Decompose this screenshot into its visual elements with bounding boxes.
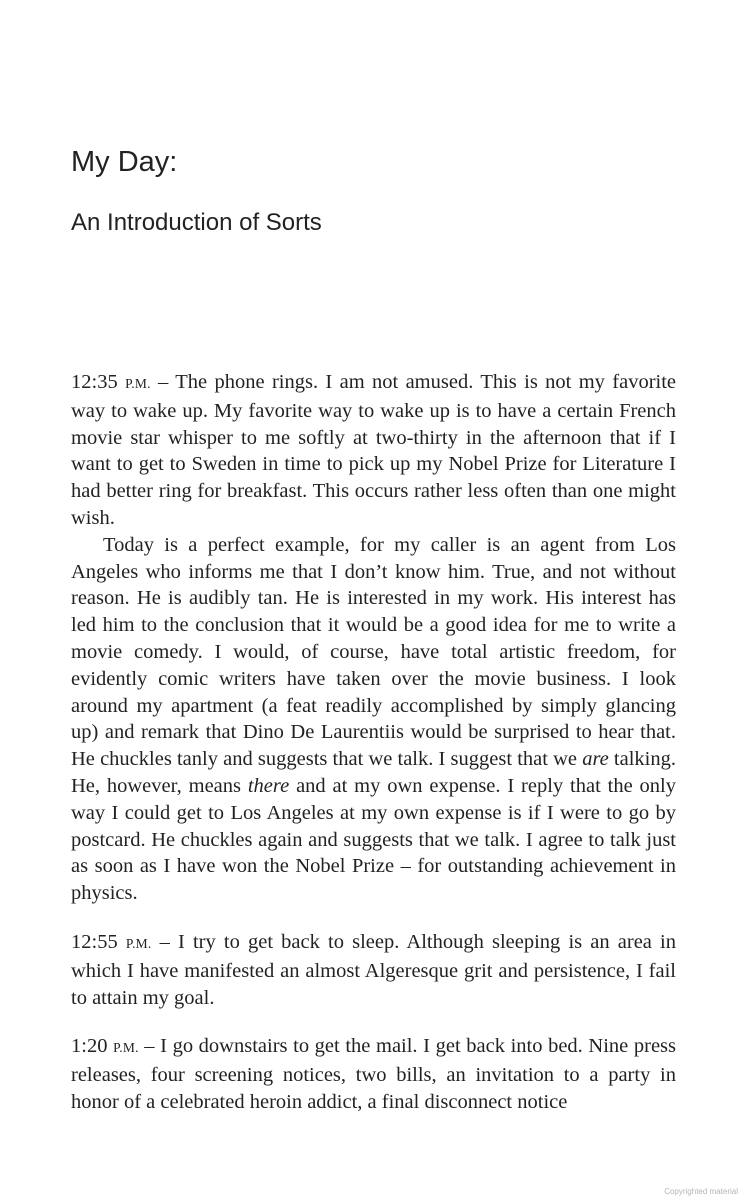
- copyright-watermark: Copyrighted material: [664, 1187, 738, 1196]
- entry-meridiem: P.M.: [125, 376, 151, 391]
- entry-time: 12:55: [71, 930, 118, 953]
- emphasis-text: are: [582, 748, 609, 771]
- diary-entry: [71, 1033, 676, 1115]
- chapter-body: [71, 369, 676, 1116]
- emphasis-text: there: [247, 774, 290, 797]
- entry-text: – I go downstairs to get the mail. I get back into bed. Nine press releases, four screening notices, two bills, an invitation to a party in honor of a celebrated heroin addict, a final disconnect notice: [71, 1035, 677, 1113]
- diary-entry: [71, 369, 676, 532]
- paragraph-text: Today is a perfect example, for my caller is an agent from Los Angeles who informs me that I don’t know him. True, and not without reason. He is audibly tan. He is interested in my work. His interest has led him to the conclusion that it would be a good idea for me to write a movie comedy. I would, of course, have total artistic freedom, for evidently comic writers have taken over the movie business. I look around my apartment (a feat readily accomplished by simply glancing up) and remark that Dino De Laurentiis would be surprised to hear that. He chuckles tanly and suggests that we talk. I suggest that we: [71, 533, 676, 771]
- diary-entry: [71, 929, 676, 1011]
- chapter-subtitle: An Introduction of Sorts: [71, 209, 322, 236]
- paragraph-text: talking. He, however, means: [71, 748, 676, 797]
- entry-text: – The phone rings. I am not amused. This is not my favorite way to wake up. My favorite way to wake up is to have a certain French movie star whisper to me softly at two-thirty in the afternoon that if I want to get to Sweden in time to pick up my Nobel Prize for Literature I had better ring for breakfast. This occurs rather less often than one might wish.: [71, 371, 677, 529]
- paragraph-text: and at my own expense. I reply that the only way I could get to Los Angeles at my own expense is if I were to go by postcard. He chuckles again and suggests that we talk. I agree to talk just as soon as I have won the Nobel Prize – for outstanding achievement in physics.: [71, 774, 676, 905]
- chapter-title: My Day:: [71, 146, 178, 178]
- entry-meridiem: P.M.: [113, 1040, 139, 1056]
- entry-meridiem: P.M.: [125, 935, 152, 951]
- body-paragraph: [71, 532, 676, 907]
- entry-time: 12:35: [71, 371, 118, 393]
- entry-time: 1:20: [71, 1035, 108, 1058]
- entry-text: – I try to get back to sleep. Although sleeping is an area in which I have manifested an almost Algeresque grit and persistence, I fail to attain my goal.: [71, 930, 677, 1009]
